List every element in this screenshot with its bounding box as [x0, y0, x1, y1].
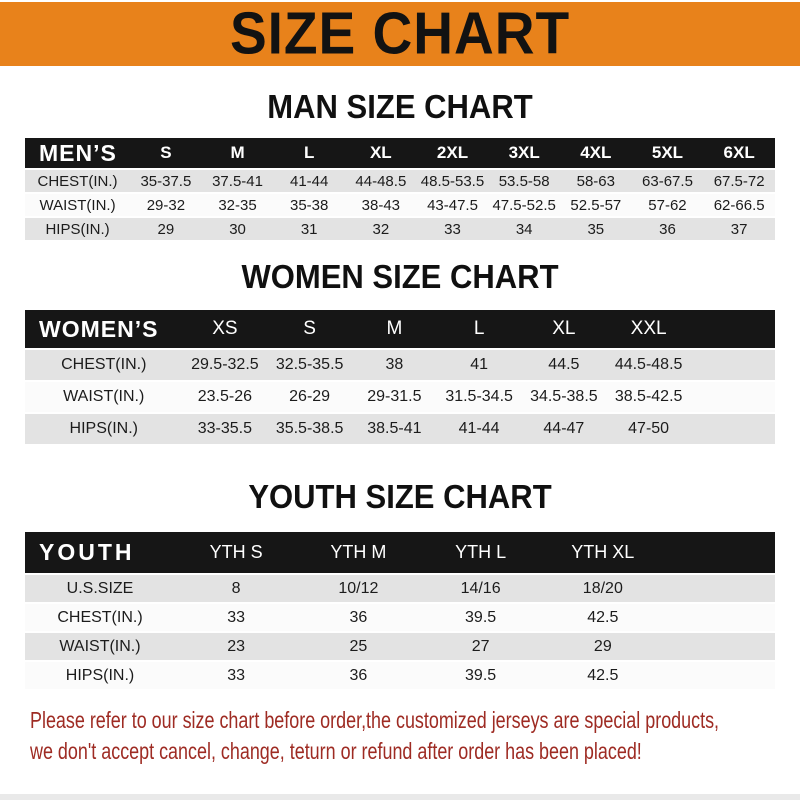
- size-cell: 41-44: [437, 413, 522, 445]
- size-cell: 47.5-52.5: [488, 193, 560, 217]
- table-row: [25, 381, 775, 413]
- size-column-header: YTH S: [175, 532, 297, 574]
- size-cell: 32: [345, 217, 417, 241]
- size-cell: 38: [352, 349, 437, 381]
- women-header-row: [25, 310, 775, 349]
- size-cell: 39.5: [419, 603, 541, 632]
- size-cell: 57-62: [632, 193, 704, 217]
- size-cell: 33: [175, 603, 297, 632]
- order-note: [30, 705, 720, 767]
- size-cell: 47-50: [606, 413, 691, 445]
- table-row: [25, 217, 775, 241]
- size-column-header: 3XL: [488, 138, 560, 169]
- size-cell: 53.5-58: [488, 169, 560, 193]
- size-cell: 35-37.5: [130, 169, 202, 193]
- filler-cell: [664, 632, 775, 661]
- row-label: HIPS(IN.): [25, 661, 175, 690]
- size-cell: 62-66.5: [703, 193, 775, 217]
- size-cell: 41: [437, 349, 522, 381]
- size-cell: 14/16: [419, 574, 541, 603]
- row-label: CHEST(IN.): [25, 169, 130, 193]
- youth-header-row: [25, 532, 775, 574]
- size-column-header: M: [202, 138, 274, 169]
- size-cell: 33: [417, 217, 489, 241]
- row-label: HIPS(IN.): [25, 413, 183, 445]
- size-column-header: 2XL: [417, 138, 489, 169]
- size-cell: 29-32: [130, 193, 202, 217]
- size-cell: 29: [542, 632, 664, 661]
- size-cell: 41-44: [273, 169, 345, 193]
- size-cell: 42.5: [542, 661, 664, 690]
- filler-cell: [691, 413, 775, 445]
- size-cell: 38.5-42.5: [606, 381, 691, 413]
- row-label: WAIST(IN.): [25, 632, 175, 661]
- table-row: [25, 169, 775, 193]
- table-row: [25, 349, 775, 381]
- row-label: WAIST(IN.): [25, 381, 183, 413]
- size-cell: 32-35: [202, 193, 274, 217]
- table-row: [25, 661, 775, 690]
- size-column-header: L: [273, 138, 345, 169]
- banner: [0, 2, 800, 66]
- man-header-row: [25, 138, 775, 169]
- size-cell: 34: [488, 217, 560, 241]
- man-size-section: [0, 90, 800, 242]
- size-column-header: YTH M: [297, 532, 419, 574]
- table-row: [25, 413, 775, 445]
- size-cell: 44-48.5: [345, 169, 417, 193]
- size-cell: 29: [130, 217, 202, 241]
- filler-cell: [691, 381, 775, 413]
- size-column-header: 4XL: [560, 138, 632, 169]
- filler-cell: [691, 349, 775, 381]
- size-cell: 35-38: [273, 193, 345, 217]
- size-cell: 37.5-41: [202, 169, 274, 193]
- row-label: U.S.SIZE: [25, 574, 175, 603]
- size-cell: 38-43: [345, 193, 417, 217]
- size-cell: 36: [297, 661, 419, 690]
- row-label: CHEST(IN.): [25, 349, 183, 381]
- size-column-header: XL: [522, 310, 607, 349]
- size-cell: 29.5-32.5: [183, 349, 268, 381]
- size-cell: 10/12: [297, 574, 419, 603]
- size-column-header: 6XL: [703, 138, 775, 169]
- order-note-line-2: we don't accept cancel, change, teturn or refund after order has been placed!: [30, 738, 642, 764]
- size-cell: 26-29: [267, 381, 352, 413]
- size-cell: 43-47.5: [417, 193, 489, 217]
- table-row: [25, 603, 775, 632]
- size-cell: 44.5-48.5: [606, 349, 691, 381]
- size-cell: 44.5: [522, 349, 607, 381]
- women-header-label: WOMEN’S: [25, 310, 183, 349]
- size-cell: 38.5-41: [352, 413, 437, 445]
- size-cell: 39.5: [419, 661, 541, 690]
- size-cell: 34.5-38.5: [522, 381, 607, 413]
- youth-size-table: [25, 532, 775, 691]
- bottom-divider: [0, 794, 800, 800]
- size-cell: 8: [175, 574, 297, 603]
- filler-cell: [664, 603, 775, 632]
- youth-header-label: YOUTH: [25, 532, 175, 574]
- banner-title: SIZE CHART: [229, 0, 571, 67]
- man-size-table: [25, 138, 775, 242]
- size-cell: 31.5-34.5: [437, 381, 522, 413]
- size-column-header: YTH XL: [542, 532, 664, 574]
- size-column-header: S: [130, 138, 202, 169]
- women-section-title: WOMEN SIZE CHART: [241, 258, 559, 295]
- size-cell: 18/20: [542, 574, 664, 603]
- size-column-header: XL: [345, 138, 417, 169]
- size-cell: 36: [297, 603, 419, 632]
- size-cell: 35: [560, 217, 632, 241]
- size-cell: 33-35.5: [183, 413, 268, 445]
- size-cell: 37: [703, 217, 775, 241]
- size-cell: 23.5-26: [183, 381, 268, 413]
- table-row: [25, 574, 775, 603]
- size-cell: 48.5-53.5: [417, 169, 489, 193]
- row-label: HIPS(IN.): [25, 217, 130, 241]
- youth-size-section: [0, 480, 800, 691]
- women-size-section: [0, 260, 800, 446]
- table-row: [25, 632, 775, 661]
- filler-cell: [664, 574, 775, 603]
- size-column-header: L: [437, 310, 522, 349]
- size-cell: 27: [419, 632, 541, 661]
- size-column-header: 5XL: [632, 138, 704, 169]
- size-column-header: XS: [183, 310, 268, 349]
- size-cell: 36: [632, 217, 704, 241]
- order-note-line-1: Please refer to our size chart before order,the customized jerseys are special products,: [30, 707, 720, 733]
- size-column-header: YTH L: [419, 532, 541, 574]
- filler-cell: [664, 661, 775, 690]
- size-cell: 35.5-38.5: [267, 413, 352, 445]
- size-cell: 25: [297, 632, 419, 661]
- size-cell: 33: [175, 661, 297, 690]
- filler-cell: [664, 532, 775, 574]
- women-size-table: [25, 310, 775, 446]
- size-cell: 58-63: [560, 169, 632, 193]
- size-cell: 44-47: [522, 413, 607, 445]
- row-label: WAIST(IN.): [25, 193, 130, 217]
- size-cell: 29-31.5: [352, 381, 437, 413]
- table-row: [25, 193, 775, 217]
- size-column-header: M: [352, 310, 437, 349]
- row-label: CHEST(IN.): [25, 603, 175, 632]
- filler-cell: [691, 310, 775, 349]
- size-cell: 52.5-57: [560, 193, 632, 217]
- size-cell: 63-67.5: [632, 169, 704, 193]
- youth-section-title: YOUTH SIZE CHART: [248, 478, 552, 515]
- size-cell: 31: [273, 217, 345, 241]
- size-cell: 42.5: [542, 603, 664, 632]
- size-cell: 67.5-72: [703, 169, 775, 193]
- size-cell: 30: [202, 217, 274, 241]
- size-cell: 23: [175, 632, 297, 661]
- size-column-header: XXL: [606, 310, 691, 349]
- man-header-label: MEN’S: [25, 138, 130, 169]
- man-section-title: MAN SIZE CHART: [267, 88, 533, 125]
- size-column-header: S: [267, 310, 352, 349]
- size-cell: 32.5-35.5: [267, 349, 352, 381]
